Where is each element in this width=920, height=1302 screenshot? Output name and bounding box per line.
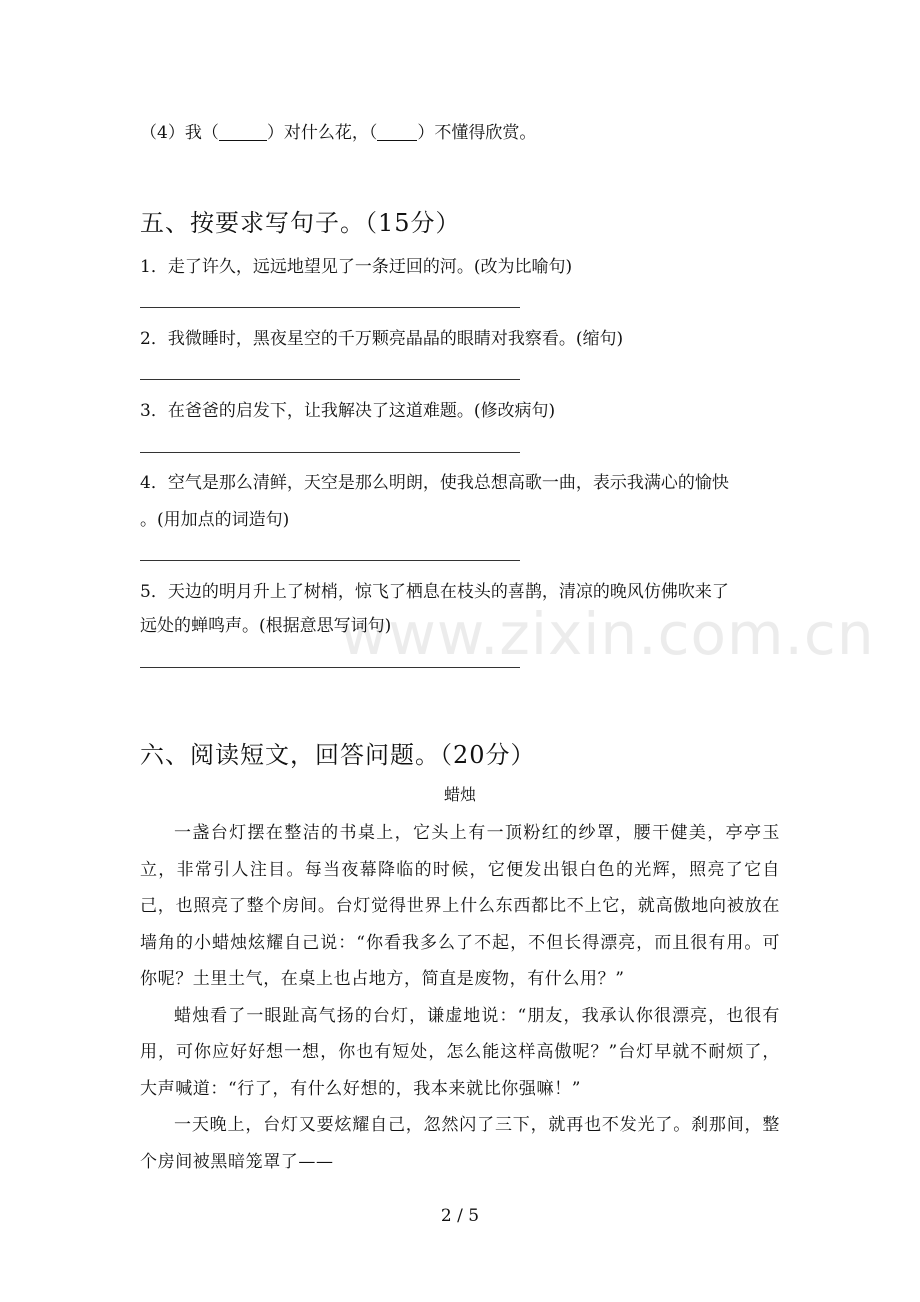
sentence-item-3: 3．在爸爸的启发下，让我解决了这道难题。(修改病句) (140, 401, 556, 421)
fill-blank-2[interactable] (377, 123, 417, 141)
watermark: www.zixin.com.cn (340, 600, 875, 668)
story-title: 蜡烛 (443, 785, 476, 804)
story-body (140, 815, 780, 1180)
answer-line-2[interactable] (140, 379, 520, 380)
page-number: 2 / 5 (440, 1206, 480, 1226)
section-5-title: 五、按要求写句子。（15分） (140, 209, 461, 237)
sentence-item-4: 4．空气是那么清鲜，天空是那么明朗，使我总想高歌一曲，表示我满心的愉快 (140, 473, 729, 493)
answer-line-1[interactable] (140, 307, 520, 308)
answer-line-3[interactable] (140, 452, 520, 453)
section-6-title: 六、阅读短文，回答问题。（20分） (140, 741, 536, 769)
sentence-item-4-cont: 。(用加点的词造句) (140, 510, 290, 530)
question-4-prefix: （4）我（ (140, 123, 219, 143)
story-paragraph-3: 一天晚上，台灯又要炫耀自己，忽然闪了三下，就再也不发光了。刹那间，整个房间被黑暗笼罩了—— (140, 1115, 780, 1172)
story-paragraph-2: 蜡烛看了一眼趾高气扬的台灯，谦虚地说：“朋友，我承认你很漂亮，也很有用，可你应好好想一想，你也有短处，怎么能这样高傲呢？”台灯早就不耐烦了，大声喊道：“行了，有什么好想的，我本来就比你强嘛！” (140, 1005, 780, 1099)
answer-line-5[interactable] (140, 667, 520, 668)
answer-line-4[interactable] (140, 560, 520, 561)
sentence-item-5: 5．天边的明月升上了树梢，惊飞了栖息在枝头的喜鹊，清凉的晚风仿佛吹来了 (140, 582, 729, 602)
fill-blank-1[interactable] (219, 123, 267, 141)
sentence-item-5-cont: 远处的蝉鸣声。(根据意思写词句) (140, 616, 392, 636)
sentence-item-1: 1．走了许久，远远地望见了一条迂回的河。(改为比喻句) (140, 257, 573, 277)
question-4-suffix: ）不懂得欣赏。 (417, 123, 537, 143)
question-4 (140, 118, 536, 143)
story-paragraph-1: 一盏台灯摆在整洁的书桌上，它头上有一顶粉红的纱罩，腰干健美，亭亭玉立，非常引人注目。每当夜幕降临的时候，它便发出银白色的光辉，照亮了它自己，也照亮了整个房间。台灯觉得世界上什么东西都比不上它，就高傲地向被放在墙角的小蜡烛炫耀自己说：“你看我多么了不起，不但长得漂亮，而且很有用。可你呢？土里土气，在桌上也占地方，简直是废物，有什么用？” (140, 823, 780, 989)
sentence-item-2: 2．我微睡时，黑夜星空的千万颗亮晶晶的眼睛对我察看。(缩句) (140, 329, 624, 349)
question-4-mid: ）对什么花，（ (266, 123, 378, 143)
